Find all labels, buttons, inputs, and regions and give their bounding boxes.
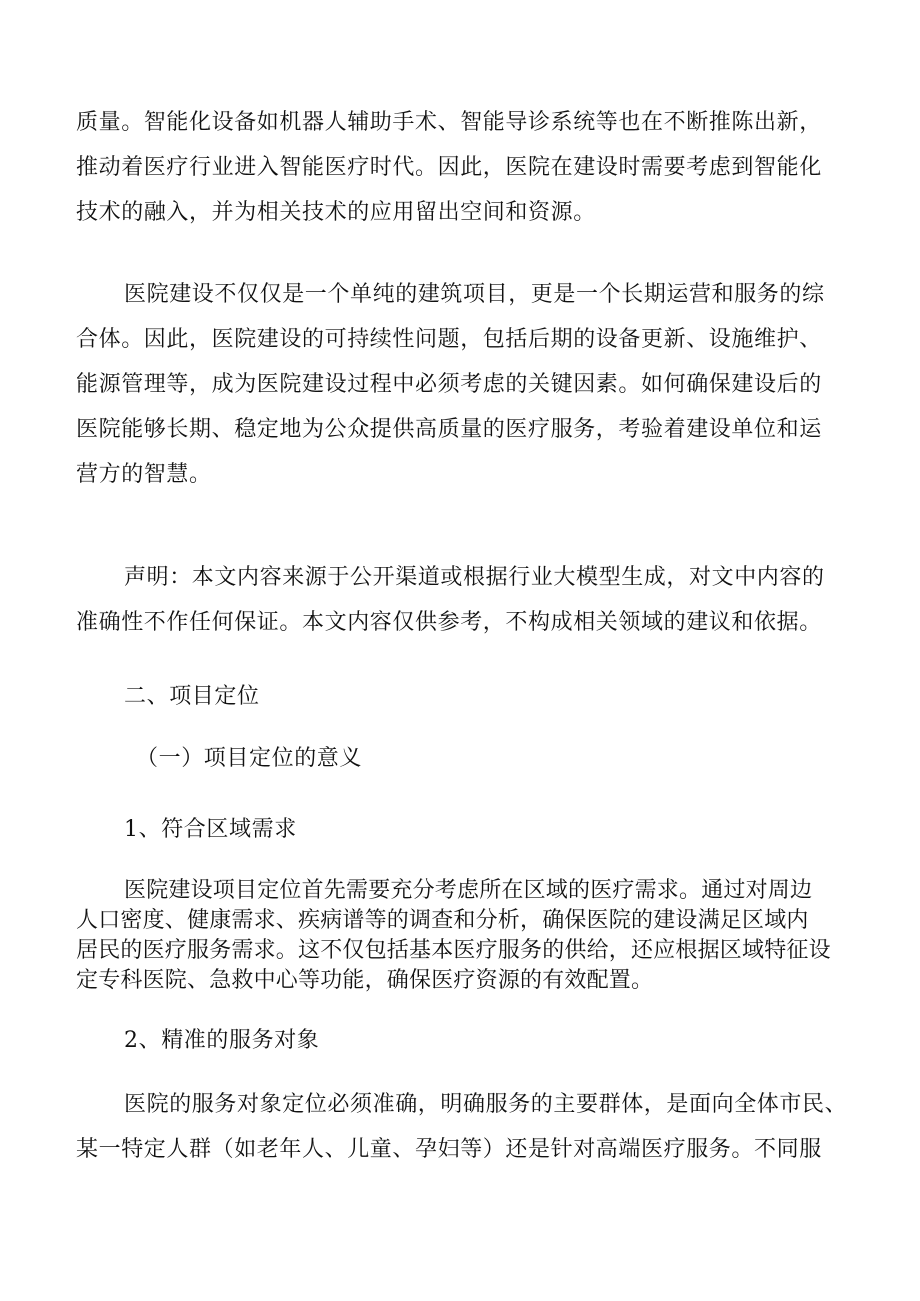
item-heading-regional-demand: 1、符合区域需求 <box>124 817 297 842</box>
paragraph-line: 质量。智能化设备如机器人辅助手术、智能导诊系统等也在不断推陈出新， <box>76 110 822 135</box>
section-heading: 二、项目定位 <box>124 684 260 709</box>
paragraph-line: 医院的服务对象定位必须准确，明确服务的主要群体，是面向全体市民、 <box>124 1092 848 1117</box>
paragraph-service-target <box>76 1082 846 1172</box>
item-heading-service-target: 2、精准的服务对象 <box>124 1028 320 1053</box>
paragraph-line: 推动着医疗行业进入智能医疗时代。因此，医院在建设时需要考虑到智能化 <box>76 155 822 180</box>
paragraph-sustainability <box>76 272 846 497</box>
paragraph-line: 医院建设不仅仅是一个单纯的建筑项目，更是一个长期运营和服务的综 <box>124 282 825 307</box>
paragraph-line: 能源管理等，成为医院建设过程中必须考虑的关键因素。如何确保建设后的 <box>76 372 822 397</box>
paragraph-line: 居民的医疗服务需求。这不仅包括基本医疗服务的供给，还应根据区域特征设 <box>76 938 831 963</box>
paragraph-line: 声明：本文内容来源于公开渠道或根据行业大模型生成，对文中内容的 <box>124 565 825 590</box>
paragraph-disclaimer <box>76 555 846 645</box>
paragraph-line: 某一特定人群（如老年人、儿童、孕妇等）还是针对高端医疗服务。不同服 <box>76 1137 822 1162</box>
paragraph-line: 人口密度、健康需求、疾病谱等的调查和分析，确保医院的建设满足区域内 <box>76 908 809 933</box>
paragraph-line: 定专科医院、急救中心等功能，确保医疗资源的有效配置。 <box>76 968 654 993</box>
paragraph-regional-demand <box>76 876 846 996</box>
paragraph-line: 医院能够长期、稳定地为公众提供高质量的医疗服务，考验着建设单位和运 <box>76 417 822 442</box>
paragraph-line: 医院建设项目定位首先需要充分考虑所在区域的医疗需求。通过对周边 <box>124 878 813 903</box>
paragraph-line: 准确性不作任何保证。本文内容仅供参考，不构成相关领域的建议和依据。 <box>76 610 822 635</box>
paragraph-intelligent-equipment <box>76 100 846 235</box>
paragraph-line: 营方的智慧。 <box>76 462 212 487</box>
subsection-heading: （一）项目定位的意义 <box>136 746 363 771</box>
paragraph-line: 技术的融入，并为相关技术的应用留出空间和资源。 <box>76 200 596 225</box>
paragraph-line: 合体。因此，医院建设的可持续性问题，包括后期的设备更新、设施维护、 <box>76 327 822 352</box>
